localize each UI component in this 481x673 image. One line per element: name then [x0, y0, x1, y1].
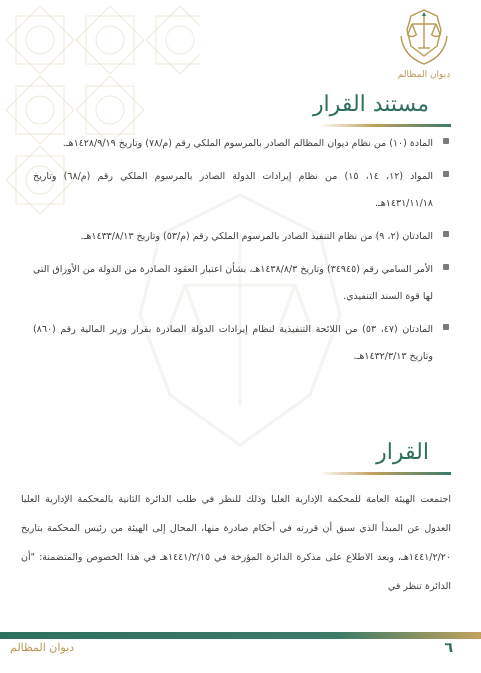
- basis-section-title: مستند القرار: [312, 92, 429, 117]
- bullet-icon: [443, 264, 449, 270]
- list-item-text: الأمر السامي رقم (٣٤٩٤٥) وتاريخ ١٤٣٨/٨/٣هـ، بشأن اعتبار العقود الصادرة من الدولة من الأوراق التي لها قوة السند التنفيذي.: [33, 264, 433, 302]
- list-item: [33, 223, 451, 250]
- list-item-text: المواد (١٢، ١٤، ١٥) من نظام إيرادات الدولة الصادر بالمرسوم الملكي رقم (م/٦٨) وتاريخ ١٤٣١/١١/١٨هـ.: [33, 171, 433, 209]
- list-item-text: المادة (١٠) من نظام ديوان المظالم الصادر بالمرسوم الملكي رقم (م/٧٨) وتاريخ ١٤٢٨/٩/١٩هـ.: [62, 138, 433, 149]
- decision-paragraph: اجتمعت الهيئة العامة للمحكمة الإدارية العليا وذلك للنظر في طلب الدائرة الثانية بالمحكمة الإدارية العليا العدول عن المبدأ الذي سبق أن قررته في أحكام صادرة منها، المحال إلى الهيئة من رئيس المحكمة بتاريخ ١٤٤١/٢/٢٠هـ، وبعد الاطلاع على مذكرة الدائرة المؤرخة في ١٤٤١/٢/١٥هـ في هذا الخصوص والمتضمنة: "أن الدائرة تنظر في: [21, 494, 451, 592]
- list-item-text: المادتان (٢، ٩) من نظام التنفيذ الصادر بالمرسوم الملكي رقم (م/٥٣) وتاريخ ١٤٣٣/٨/١٣هـ.: [80, 231, 433, 242]
- footer-bar: [0, 632, 481, 639]
- bullet-icon: [443, 231, 449, 237]
- list-item: [33, 163, 451, 217]
- page-number: ٦: [444, 640, 453, 656]
- list-item: [33, 130, 451, 157]
- decision-section-title: القرار: [376, 440, 429, 465]
- bullet-icon: [443, 171, 449, 177]
- list-item: [33, 256, 451, 310]
- footer-logo: ديوان المظالم: [10, 641, 75, 654]
- basis-list: [33, 130, 451, 376]
- bullet-icon: [443, 138, 449, 144]
- title-underline: [319, 124, 451, 127]
- bullet-icon: [443, 324, 449, 330]
- title-underline: [319, 472, 451, 475]
- list-item: [33, 316, 451, 370]
- emblem-logo: [383, 6, 465, 80]
- logo-caption: ديوان المظالم: [397, 70, 451, 80]
- list-item-text: المادتان (٤٧، ٥٣) من اللائحة التنفيذية لنظام إيرادات الدولة الصادرة بقرار وزير المالية رقم (٨٦٠) وتاريخ ١٤٣٢/٣/١٣هـ.: [33, 324, 433, 362]
- scales-emblem-icon: [393, 6, 455, 68]
